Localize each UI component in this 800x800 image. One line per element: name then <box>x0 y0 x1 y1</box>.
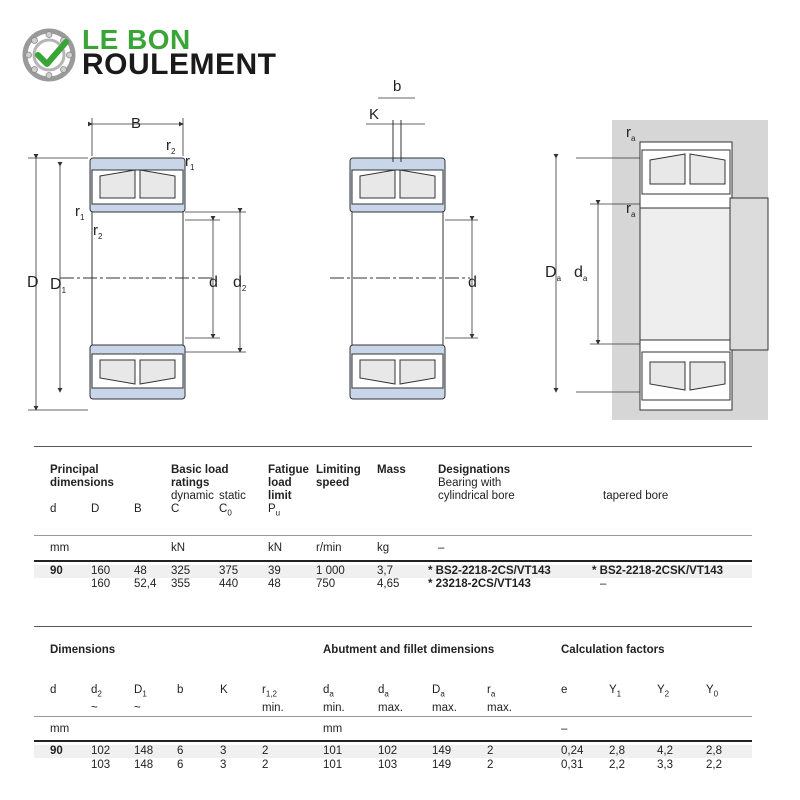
cell: 39 <box>268 565 281 577</box>
cell: 0,24 <box>561 745 584 757</box>
label-d-mid: d <box>468 274 477 291</box>
cell: 2 <box>262 745 269 757</box>
th-fatigue: Fatigue <box>268 464 309 476</box>
unit-kg: kg <box>377 542 390 554</box>
th2-r12: $r_{1,2}$ min. <box>262 684 284 715</box>
cell: 6 <box>177 745 184 757</box>
unit-kN2: kN <box>268 542 283 554</box>
unit2-mm1: mm <box>50 723 70 735</box>
label-B: B <box>131 115 142 132</box>
th-col-d: d <box>50 503 57 515</box>
cell: 2 <box>262 759 269 771</box>
th2-dimensions: Dimensions <box>50 644 116 656</box>
cell: 0,31 <box>561 759 584 771</box>
label-D1: $D_1$ <box>50 276 67 296</box>
cell: 2,8 <box>609 745 625 757</box>
label-r1-left: $r_1$ <box>75 203 85 222</box>
th-col-B: B <box>134 503 142 515</box>
cell: 2,2 <box>609 759 625 771</box>
bearing-drawing <box>0 80 800 440</box>
th2-Da-max: $D_a$ max. <box>432 684 457 715</box>
th2-D1: $D_1$ ~ <box>134 684 147 715</box>
th2-da-max: $d_a$ max. <box>378 684 403 715</box>
table2-data-rule <box>34 740 752 742</box>
cell: 102 <box>91 745 111 757</box>
label-r1-top: $r_1$ <box>185 153 195 172</box>
cell: 90 <box>50 565 63 577</box>
cell: 102 <box>378 745 398 757</box>
th2-da-min: $d_a$ min. <box>323 684 345 715</box>
table1-mid-rule <box>34 535 752 536</box>
label-ra-mid: $r_a$ <box>626 200 636 219</box>
th-load: load <box>268 477 292 489</box>
th-tapered: tapered bore <box>603 490 669 502</box>
th2-Y0: $Y_0$ <box>706 684 719 699</box>
table1-data-rule <box>34 560 752 562</box>
bearing-view-2 <box>330 98 478 399</box>
th-col-C0: $C_0$ <box>219 503 232 518</box>
unit2-mm2: mm <box>323 723 343 735</box>
unit-mm: mm <box>50 542 70 554</box>
th-dynamic: dynamic <box>171 490 214 502</box>
th-limit: limit <box>268 490 292 502</box>
designation-link[interactable]: * BS2-2218-2CS/VT143 <box>428 565 551 577</box>
cell: 160 <box>91 565 111 577</box>
cell: 325 <box>171 565 191 577</box>
th-designations: Designations <box>438 464 511 476</box>
th2-abutment: Abutment and fillet dimensions <box>323 644 495 656</box>
cell: 3,3 <box>657 759 673 771</box>
th-ratings: ratings <box>171 477 210 489</box>
th-limiting: Limiting <box>316 464 361 476</box>
cell: – <box>600 578 607 590</box>
th2-ra-max: $r_a$ max. <box>487 684 512 715</box>
cell: 440 <box>219 578 239 590</box>
th2-b: b <box>177 684 184 696</box>
brand-line2: ROULEMENT <box>82 48 277 81</box>
cell: 149 <box>432 759 452 771</box>
th2-d: d <box>50 684 57 696</box>
cell: 160 <box>91 578 111 590</box>
th2-K: K <box>220 684 228 696</box>
unit-dash: – <box>438 542 445 554</box>
label-ra-top: $r_a$ <box>626 124 636 143</box>
unit-kN1: kN <box>171 542 186 554</box>
cell: 4,2 <box>657 745 673 757</box>
th2-Y2: $Y_2$ <box>657 684 670 699</box>
brand-logo[interactable] <box>22 26 302 86</box>
cell: 148 <box>134 745 154 757</box>
th-cyl: cylindrical bore <box>438 490 515 502</box>
cell: 4,65 <box>377 578 400 590</box>
th-col-Pu: $P_u$ <box>268 503 281 518</box>
cell: 3 <box>220 759 227 771</box>
th-bearing-with: Bearing with <box>438 477 502 489</box>
designation-link[interactable]: * 23218-2CS/VT143 <box>428 578 531 590</box>
cell: 355 <box>171 578 191 590</box>
th2-calc: Calculation factors <box>561 644 665 656</box>
cell: 48 <box>268 578 281 590</box>
th-speed: speed <box>316 477 350 489</box>
label-K: K <box>369 106 380 123</box>
table2-mid-rule <box>34 716 752 717</box>
cell: 2,2 <box>706 759 722 771</box>
table1-top-rule <box>34 446 752 447</box>
mounting-view <box>556 120 768 420</box>
th2-d2: $d_2$ ~ <box>91 684 102 715</box>
cell: 52,4 <box>134 578 157 590</box>
cell: 2 <box>487 759 494 771</box>
label-da: $d_a$ <box>574 264 588 284</box>
th-static: static <box>219 490 246 502</box>
label-D: D <box>27 274 39 291</box>
label-d: d <box>209 274 218 291</box>
designation-link[interactable]: * BS2-2218-2CSK/VT143 <box>592 565 724 577</box>
th-basic: Basic load <box>171 464 229 476</box>
cell: 3 <box>220 745 227 757</box>
brand-line1: LE BON <box>82 24 191 55</box>
cell: 148 <box>134 759 154 771</box>
th-dimensions: dimensions <box>50 477 114 489</box>
th-principal: Principal <box>50 464 99 476</box>
cell: 3,7 <box>377 565 393 577</box>
cell: 1 000 <box>316 565 345 577</box>
cell: 2,8 <box>706 745 722 757</box>
cell: 101 <box>323 759 343 771</box>
cell: 149 <box>432 745 452 757</box>
unit2-dash: – <box>561 723 568 735</box>
cell: 6 <box>177 759 184 771</box>
th-mass: Mass <box>377 464 406 476</box>
th2-e: e <box>561 684 568 696</box>
label-r2-left: $r_2$ <box>93 222 103 241</box>
label-b: b <box>393 78 402 95</box>
cell: 90 <box>50 745 63 757</box>
th-col-C: C <box>171 503 180 515</box>
label-r2-top: $r_2$ <box>166 137 176 156</box>
cell: 103 <box>378 759 398 771</box>
cell: 750 <box>316 578 336 590</box>
cell: 101 <box>323 745 343 757</box>
bearing-check-icon <box>22 28 76 82</box>
cell: 48 <box>134 565 147 577</box>
cell: 2 <box>487 745 494 757</box>
th2-Y1: $Y_1$ <box>609 684 622 699</box>
bearing-view-1 <box>60 158 215 399</box>
label-Da: $D_a$ <box>545 264 562 284</box>
th-col-D: D <box>91 503 100 515</box>
table2-top-rule <box>34 626 752 627</box>
label-d2: $d_2$ <box>233 274 247 294</box>
cell: 375 <box>219 565 239 577</box>
unit-rmin: r/min <box>316 542 342 554</box>
cell: 103 <box>91 759 111 771</box>
